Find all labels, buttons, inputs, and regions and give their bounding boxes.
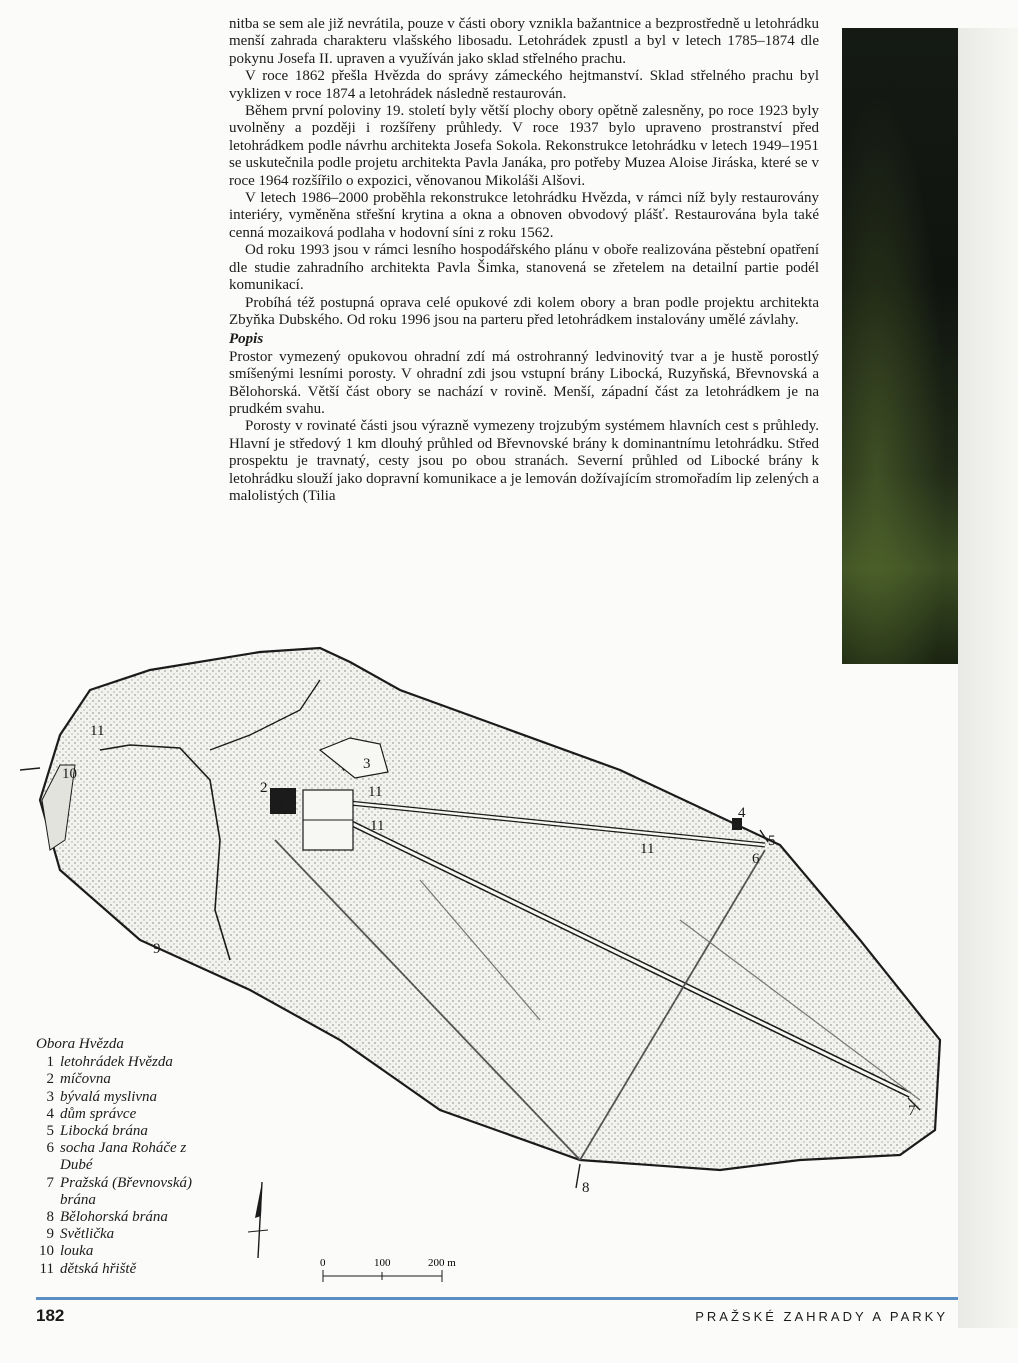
paragraph: V letech 1986–2000 proběhla rekonstrukce letohrádku Hvězda, v rámci níž byly restaurovány interiéry, vyměněna střešní krytina a okna a obnoven obvodový plášť. Restaurována byla také cenná mozaiková podlaha v hodovní síni z roku 1562. <box>229 190 819 241</box>
paragraph: Porosty v rovinaté části jsou výrazně vymezeny trojzubým systémem hlavních cest s průhledy. Hlavní je středový 1 km dlouhý průhled od Břevnovské brány k dominantnímu letohrádku. Střed prospektu je travnatý, cesty jsou po obou stranách. Severní průhled od Libocké brány k letohrádku slouží jako dopravní komunikace a je lemován dožívajícím stromořadím lip zelených a malolistých (Tilia <box>229 418 819 504</box>
footer-rule <box>36 1297 958 1300</box>
north-arrow-icon <box>244 1180 274 1260</box>
map-label: 6 <box>752 851 760 867</box>
page-edge-shadow <box>958 28 1018 1328</box>
article-text <box>229 16 819 505</box>
page-number: 182 <box>36 1306 65 1325</box>
scale-tick-label: 0 <box>320 1257 326 1269</box>
legend-title: Obora Hvězda <box>36 1036 124 1052</box>
map-label: 8 <box>582 1180 590 1196</box>
map-label: 11 <box>370 818 385 834</box>
map-label: 9 <box>153 941 161 957</box>
map-label: 5 <box>768 833 776 849</box>
paragraph: Prostor vymezený opukovou ohradní zdí má ostrohranný ledvinovitý tvar a je hustě porostlý smíšenými lesními porosty. V ohradní zdi jsou vstupní brány Libocká, Ruzyňská, Břevnovská a Bělohorská. Větší část obory se nachází v rovině. Menší, západní část za letohrádkem je na prudkém svahu. <box>229 348 819 417</box>
legend-item: 11 dětská hřiště <box>39 1260 137 1277</box>
map-label: 1 <box>278 796 286 812</box>
legend-list <box>36 1054 216 1278</box>
running-title: PRAŽSKÉ ZAHRADY A PARKY <box>695 1309 948 1324</box>
map-label: 11 <box>640 841 655 857</box>
gate-arrow <box>20 768 40 770</box>
legend-item: 7 Pražská (Břevnovská) brána <box>46 1174 193 1208</box>
section-heading: Popis <box>229 331 264 348</box>
legend-item: 3 bývalá myslivna <box>46 1088 158 1105</box>
scale-tick-label: 100 <box>374 1257 391 1269</box>
map-label: 7 <box>908 1103 916 1119</box>
legend-item: 8 Bělohorská brána <box>46 1209 168 1226</box>
paragraph: Probíhá též postupná oprava celé opukové zdi kolem obory a bran podle projektu architekta Zbyňka Dubského. Od roku 1996 jsou na parteru před letohrádkem instalovány umělé závlahy. <box>229 294 819 328</box>
gate-arrow <box>576 1164 580 1188</box>
paragraph: Během první poloviny 19. století byly větší plochy obory opětně zalesněny, po roce 1923 byly uvolněny a později i rozšířeny průhledy. V roce 1937 bylo upraveno prostranství před letohrádkem podle návrhu architekta Josefa Sokola. Rekonstrukce letohrádku v letech 1949–1951 se uskutečnila podle projetu architekta Pavla Janáka, pro potřeby Muzea Aloise Jiráska, které se v roce 1964 rozšířilo o expozici, věnovanou Mikoláši Alšovi. <box>229 103 819 189</box>
legend-item: 2 míčovna <box>46 1071 111 1088</box>
map-label: 11 <box>90 723 105 739</box>
map-label: 2 <box>260 780 268 796</box>
paragraph: nitba se sem ale již nevrátila, pouze v části obory vznikla bažantnice a bezprostředně u letohrádku menší zahrada charakteru vlašského libosadu. Letohrádek zpustl a byl v letech 1785–1874 dle pokynu Josefa II. upraven a využíván jako sklad střelného prachu. <box>229 16 819 67</box>
legend-item: 9 Světlička <box>46 1226 115 1243</box>
forest-photo <box>842 28 958 664</box>
map-label: 11 <box>368 784 383 800</box>
legend-item: 4 dům správce <box>46 1105 137 1122</box>
legend-item: 6 socha Jana Roháče z Dubé <box>46 1140 187 1174</box>
paragraph: V roce 1862 přešla Hvězda do správy zámeckého hejtmanství. Sklad střelného prachu byl vyklizen v roce 1874 a letohrádek následně restaurován. <box>229 68 819 102</box>
scale-tick-label: 200 m <box>428 1257 456 1269</box>
map-label: 4 <box>738 805 746 821</box>
legend-item: 5 Libocká brána <box>46 1123 148 1140</box>
map-legend <box>36 1036 216 1278</box>
legend-item: 1 letohrádek Hvězda <box>46 1054 173 1071</box>
scale-bar <box>320 1252 480 1292</box>
map-label: 3 <box>363 756 371 772</box>
map-label: 10 <box>62 766 77 782</box>
paragraph: Od roku 1993 jsou v rámci lesního hospodářského plánu v oboře realizována pěstební opatření dle studie zahradního architekta Pavla Šimka, stanovená se zřetelem na detailní partie podél komunikací. <box>229 242 819 294</box>
legend-item: 10 louka <box>39 1243 94 1260</box>
